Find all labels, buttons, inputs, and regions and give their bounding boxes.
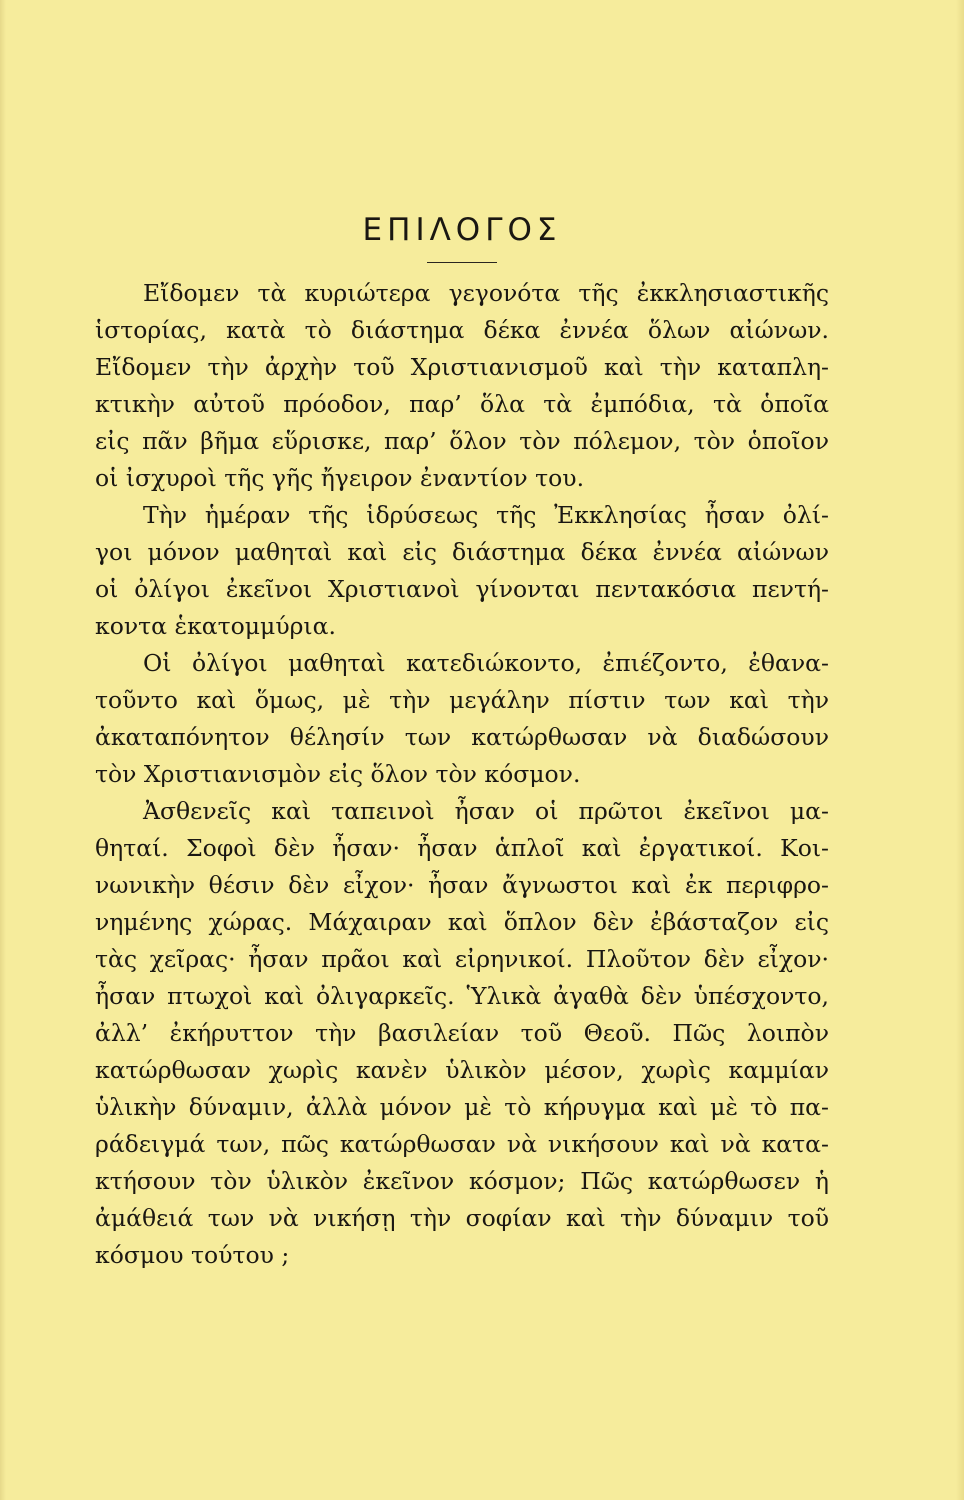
text-line: Τὴν ἡμέραν τῆς ἱδρύσεως τῆς Ἐκκλησίας ἦσαν ὀλί- — [143, 501, 829, 529]
body-text — [95, 275, 829, 1274]
text-line: εἰς πᾶν βῆμα εὕρισκε, παρ’ ὅλον τὸν πόλεμον, τὸν ὁποῖον — [95, 427, 829, 455]
text-line: ἦσαν πτωχοὶ καὶ ὀλιγαρκεῖς. Ὑλικὰ ἀγαθὰ δὲν ὑπέσχοντο, — [95, 982, 829, 1010]
text-line: ἀμάθειά των νὰ νικήσῃ τὴν σοφίαν καὶ τὴν δύναμιν τοῦ — [95, 1204, 829, 1232]
text-line: οἱ ὀλίγοι ἐκεῖνοι Χριστιανοὶ γίνονται πεντακόσια πεντή- — [95, 575, 829, 603]
text-line: τοῦντο καὶ ὅμως, μὲ τὴν μεγάλην πίστιν των καὶ τὴν — [95, 686, 829, 714]
title-rule — [427, 262, 497, 263]
chapter-title: ΕΠΙΛΟΓΟΣ — [362, 212, 562, 248]
text-line: ἀλλ’ ἐκήρυττον τὴν βασιλείαν τοῦ Θεοῦ. Πῶς λοιπὸν — [95, 1019, 829, 1047]
paragraph-4 — [95, 793, 829, 1274]
text-line: ράδειγμά των, πῶς κατώρθωσαν νὰ νικήσουν καὶ νὰ κατα- — [95, 1130, 829, 1158]
text-line: Ἀσθενεῖς καὶ ταπεινοὶ ἦσαν οἱ πρῶτοι ἐκεῖνοι μα- — [143, 797, 829, 825]
text-line: ἀκαταπόνητον θέλησίν των κατώρθωσαν νὰ διαδώσουν — [95, 723, 829, 751]
text-line: Οἱ ὀλίγοι μαθηταὶ κατεδιώκοντο, ἐπιέζοντο, ἐθανα- — [143, 649, 829, 677]
text-line: τὰς χεῖρας· ἦσαν πρᾶοι καὶ εἰρηνικοί. Πλοῦτον δὲν εἶχον· — [95, 945, 829, 973]
page-edge-left — [0, 0, 6, 1500]
paragraph-2 — [95, 497, 829, 645]
text-line: θηταί. Σοφοὶ δὲν ἦσαν· ἦσαν ἁπλοῖ καὶ ἐργατικοί. Κοι- — [95, 834, 829, 862]
text-line: κτικὴν αὐτοῦ πρόοδον, παρ’ ὅλα τὰ ἐμπόδια, τὰ ὁποῖα — [95, 390, 829, 418]
text-line: γοι μόνον μαθηταὶ καὶ εἰς διάστημα δέκα ἐννέα αἰώνων — [95, 538, 829, 566]
text-line: ἱστορίας, κατὰ τὸ διάστημα δέκα ἐννέα ὅλων αἰώνων. — [95, 316, 829, 344]
text-line: Εἴδομεν τὴν ἀρχὴν τοῦ Χριστιανισμοῦ καὶ τὴν καταπλη- — [95, 353, 829, 381]
text-line: κατώρθωσαν χωρὶς κανὲν ὑλικὸν μέσον, χωρὶς καμμίαν — [95, 1056, 829, 1084]
text-line: Εἴδομεν τὰ κυριώτερα γεγονότα τῆς ἐκκλησιαστικῆς — [143, 279, 829, 307]
page-edge-right — [956, 0, 964, 1500]
text-line: νημένης χώρας. Μάχαιραν καὶ ὅπλον δὲν ἐβάσταζον εἰς — [95, 908, 829, 936]
book-page — [95, 210, 829, 1274]
text-line: κοντα ἑκατομμύρια. — [95, 612, 336, 640]
paragraph-1 — [95, 275, 829, 497]
text-line: κόσμου τούτου ; — [95, 1241, 290, 1269]
text-line: κτήσουν τὸν ὑλικὸν ἐκεῖνον κόσμον; Πῶς κατώρθωσεν ἡ — [95, 1167, 829, 1195]
paragraph-3 — [95, 645, 829, 793]
text-line: οἱ ἰσχυροὶ τῆς γῆς ἤγειρον ἐναντίον του. — [95, 464, 585, 492]
text-line: τὸν Χριστιανισμὸν εἰς ὅλον τὸν κόσμον. — [95, 760, 581, 788]
text-line: νωνικὴν θέσιν δὲν εἶχον· ἦσαν ἄγνωστοι καὶ ἐκ περιφρο- — [95, 871, 829, 899]
text-line: ὑλικὴν δύναμιν, ἀλλὰ μόνον μὲ τὸ κήρυγμα καὶ μὲ τὸ πα- — [95, 1093, 829, 1121]
